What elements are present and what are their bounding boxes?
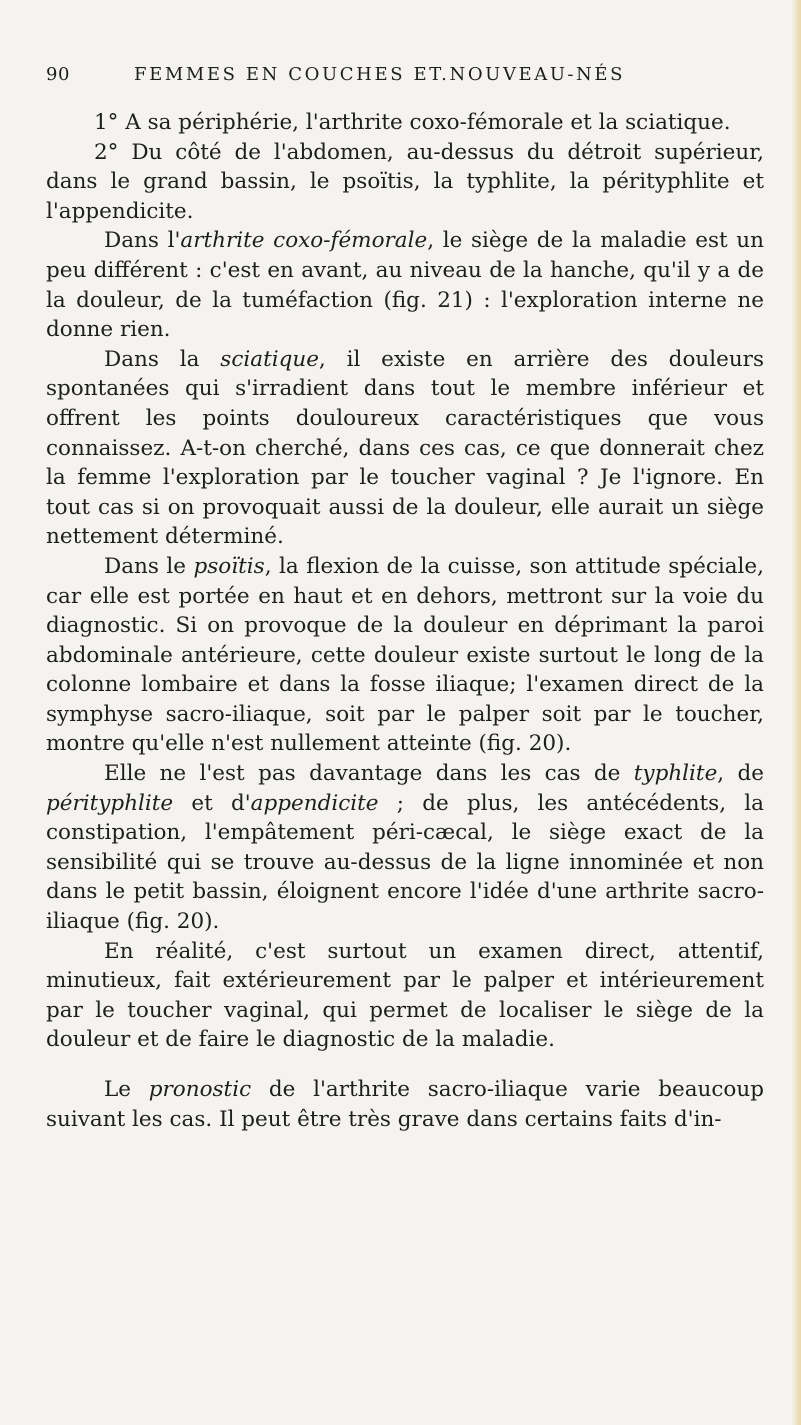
paragraph-3 [46,226,764,344]
paragraph-6-mid-2: et d' [173,790,251,816]
paragraph-8-prefix: Le [104,1077,149,1102]
paragraph-5-prefix: Dans le [104,553,194,579]
paragraph-5-text: , la flexion de la cuisse, son attitude spéciale, car elle est portée en haut et en dehors, mettront sur la voie du diagnostic. Si on provoque de la douleur en déprimant la paroi abdominale antérieure, cette douleur existe surtout le long de la colonne lombaire et dans la fosse iliaque; l'examen direct de la symphyse sacro-iliaque, soit par le palper soit par le toucher, montre qu'elle n'est nullement atteinte (fig. 20). [46,553,764,757]
paragraph-3-text: , le siège de la maladie est un peu différent : c'est en avant, au niveau de la hanche, qu'il y a de la douleur, de la tuméfaction (fig. 21) : l'exploration interne ne donne rien. [46,228,765,343]
paragraph-3-term: arthrite coxo-fémorale [180,228,428,254]
paragraph-6-term-2: pérityphlite [46,790,174,816]
paragraph-6-mid-1: , de [717,761,764,787]
running-head: FEMMES EN COUCHES ET.NOUVEAU-NÉS [134,64,626,85]
paragraph-6-prefix: Elle ne l'est pas davantage dans les cas de [104,761,634,787]
paragraph-2-text: 2° Du côté de l'abdomen, au-dessus du détroit supérieur, dans le grand bassin, le psoïtis, la typhlite, la pérityphlite et l'appendicite. [46,139,764,224]
paragraph-7-text: En réalité, c'est surtout un examen direct, attentif, minutieux, fait extérieurement par le palper et intérieurement par le toucher vaginal, qui permet de localiser le siège de la douleur et de faire le diagnostic de la maladie. [46,938,764,1053]
paragraph-1-text: 1° A sa périphérie, l'arthrite coxo-fémorale et la sciatique. [94,110,731,135]
page-number: 90 [46,64,70,85]
paragraph-7 [46,937,764,1055]
paragraph-4-text: , il existe en arrière des douleurs spontanées qui s'irradient dans tout le membre inférieur et offrent les points douloureux caractéristiques que vous connaissez. A-t-on cherché, dans ces cas, ce que donnerait chez la femme l'exploration par le toucher vaginal ? Je l'ignore. En tout cas si on provoquait aussi de la douleur, elle aurait un siège nettement déterminé. [46,346,764,550]
paragraph-6-term-3: appendicite [250,790,379,816]
paragraph-1 [46,108,764,138]
paragraph-6-text: ; de plus, les antécédents, la constipation, l'empâtement péri-cæcal, le siège exact de la sensibilité qui se trouve au-dessus de la ligne innominée et non dans le petit bassin, éloignent encore l'idée d'une arthrite sacro-iliaque (fig. 20). [46,790,764,935]
paragraph-8-text: de l'arthrite sacro-iliaque varie beaucoup suivant les cas. Il peut être très grave dans certains faits d'in- [46,1077,764,1132]
page-header [46,64,764,96]
paragraph-5 [46,552,764,759]
paragraph-4 [46,345,764,552]
paragraph-2 [46,138,764,227]
body-text [46,108,764,1134]
paragraph-6 [46,759,764,937]
paragraph-8 [46,1075,764,1134]
paragraph-4-prefix: Dans la [104,346,221,372]
section-gap [46,1055,764,1075]
paragraph-5-term: psoïtis [193,553,265,579]
paragraph-6-term-1: typhlite [633,761,718,787]
paragraph-8-term: pronostic [148,1077,252,1102]
paragraph-3-prefix: Dans l' [104,228,181,254]
page-spine-edge [791,0,801,1425]
paragraph-4-term: sciatique [220,346,319,372]
